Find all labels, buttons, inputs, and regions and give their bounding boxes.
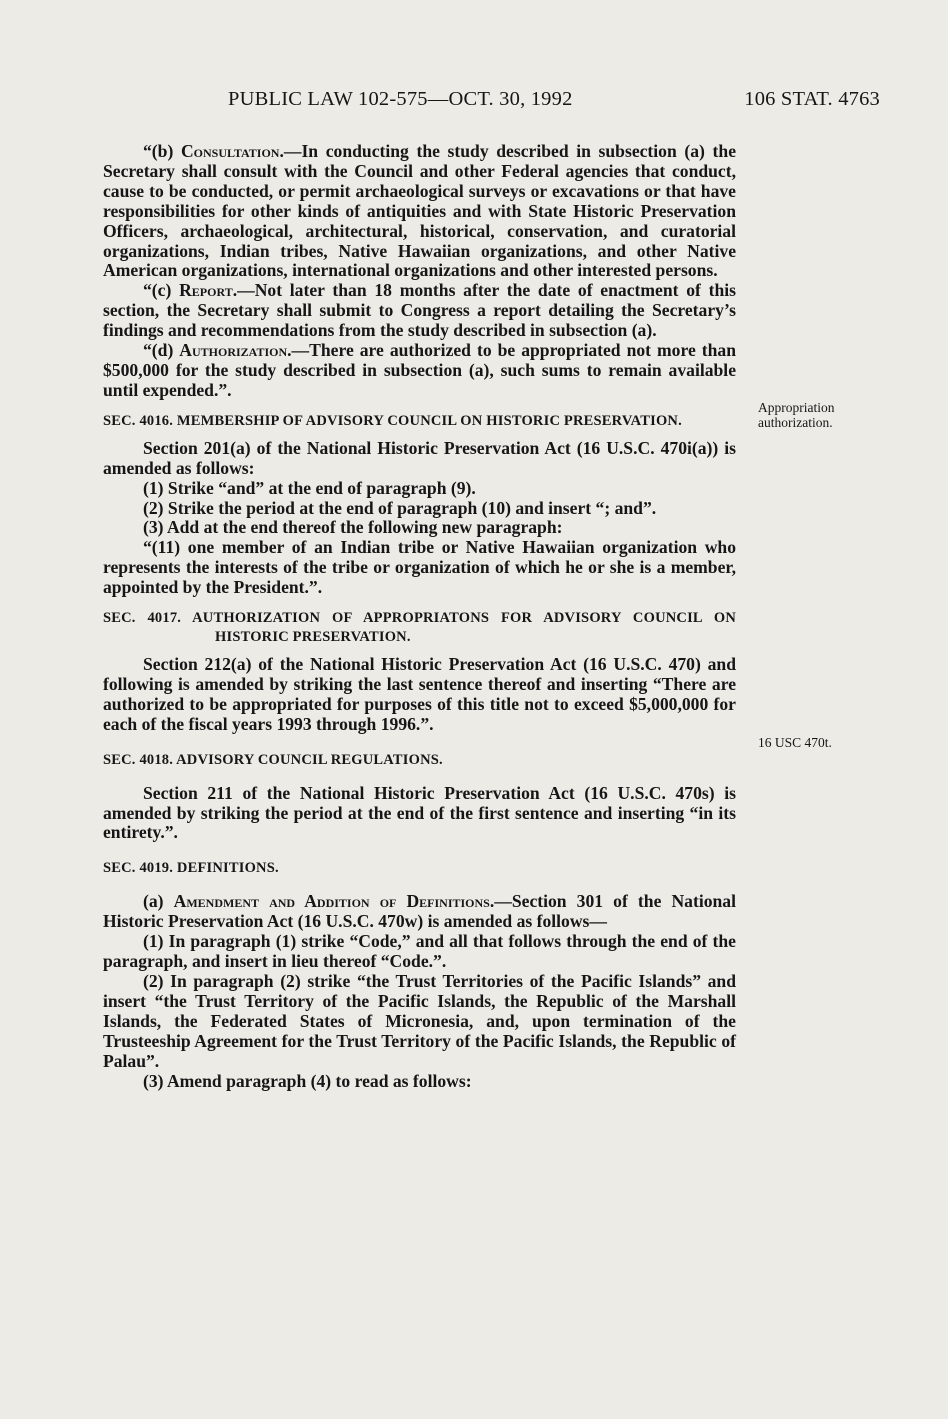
subsection-heading: Report [179,280,233,301]
section-4016-item-1: (1) Strike “and” at the end of paragraph (9). [143,477,476,498]
subsection-heading: Authorization [179,340,288,361]
section-4019-item-2: (2) In paragraph (2) strike “the Trust Territories of the Pacific Islands” and insert “the Trust Territory of the Pacific Islands, the Republic of the Marshall Islands, the Federated States of Micronesia, and, upon termination of the Trusteeship Agreement for the Trust Territory of the Pacific Islands, the Republic of Palau”. [103,971,736,1071]
subsection-b-consultation: “(b) Consultation.—In conducting the study described in subsection (a) the Secretary shall consult with the Council and other Federal agencies that conduct, cause to be conducted, or permit archaeological surveys or excavations or that have responsibilities for other kinds of antiquities and with State Historic Preservation Officers, archaeological, architectural, historical, conservation, and curatorial organizations, Indian tribes, Native Hawaiian organizations, and other Native American organizations, international organizations and other interested persons. [103,141,737,281]
section-heading-4016: SEC. 4016. MEMBERSHIP OF ADVISORY COUNCIL ON HISTORIC PRESERVATION. [103,412,682,429]
subsection-c-report: “(c) Report.—Not later than 18 months after the date of enactment of this section, the Secretary shall submit to Congress a report detailing the Secretary’s findings and recommendations from the study described in subsection (a). [103,280,736,341]
section-heading-4018: SEC. 4018. ADVISORY COUNCIL REGULATIONS. [103,751,443,768]
section-4017-text: Section 212(a) of the National Historic Preservation Act (16 U.S.C. 470) and following is amended by striking the last sentence thereof and inserting “There are authorized to be appropriated for purposes of this title not to exceed $5,000,000 for each of the fiscal years 1993 through 1996.”. [103,654,736,734]
section-4016-item-3: (3) Add at the end thereof the following new paragraph: [143,517,563,538]
section-4018-text: Section 211 of the National Historic Preservation Act (16 U.S.C. 470s) is amended by striking the period at the end of the first sentence and inserting “in its entirety.”. [103,782,736,843]
section-4016-item-2: (2) Strike the period at the end of paragraph (10) and insert “; and”. [143,497,657,518]
margin-note-appropriation [758,400,835,430]
header-page-number: 106 STAT. 4763 [744,88,880,110]
section-4019-item-1: (1) In paragraph (1) strike “Code,” and all that follows through the end of the paragraph, and insert in lieu thereof “Code.”. [103,931,736,972]
section-4019-subsection-a: (a) Amendment and Addition of Definitions.—Section 301 of the National Historic Preservation Act (16 U.S.C. 470w) is amended as follows— [103,891,736,932]
margin-note-usc: 16 USC 470t. [758,735,832,750]
section-4019-item-3: (3) Amend paragraph (4) to read as follows: [143,1070,472,1091]
section-heading-4017: SEC. 4017. AUTHORIZATION OF APPROPRIATONS FOR ADVISORY COUNCIL ON HISTORIC PRESERVATION. [103,610,736,646]
body-text [103,142,736,1091]
section-4016-quoted-paragraph: “(11) one member of an Indian tribe or Native Hawaiian organization who represents the interests of the tribe or organization of which he or she is a member, appointed by the President.”. [103,537,736,598]
subsection-heading: Consultation [180,141,280,161]
margin-note-line: Appropriation [758,400,835,415]
section-heading-4019: SEC. 4019. DEFINITIONS. [103,860,279,877]
subsection-d-authorization: “(d) Authorization.—There are authorized to be appropriated not more than $500,000 for the study described in subsection (a), such sums to remain available until expended.”. [103,340,736,400]
margin-note-line: authorization. [758,415,833,430]
header-title: PUBLIC LAW 102-575—OCT. 30, 1992 [228,88,573,110]
section-4016-intro: Section 201(a) of the National Historic Preservation Act (16 U.S.C. 470i(a)) is amended as follows: [103,437,736,478]
subsection-heading: Amendment and Addition of Definitions [173,891,490,912]
